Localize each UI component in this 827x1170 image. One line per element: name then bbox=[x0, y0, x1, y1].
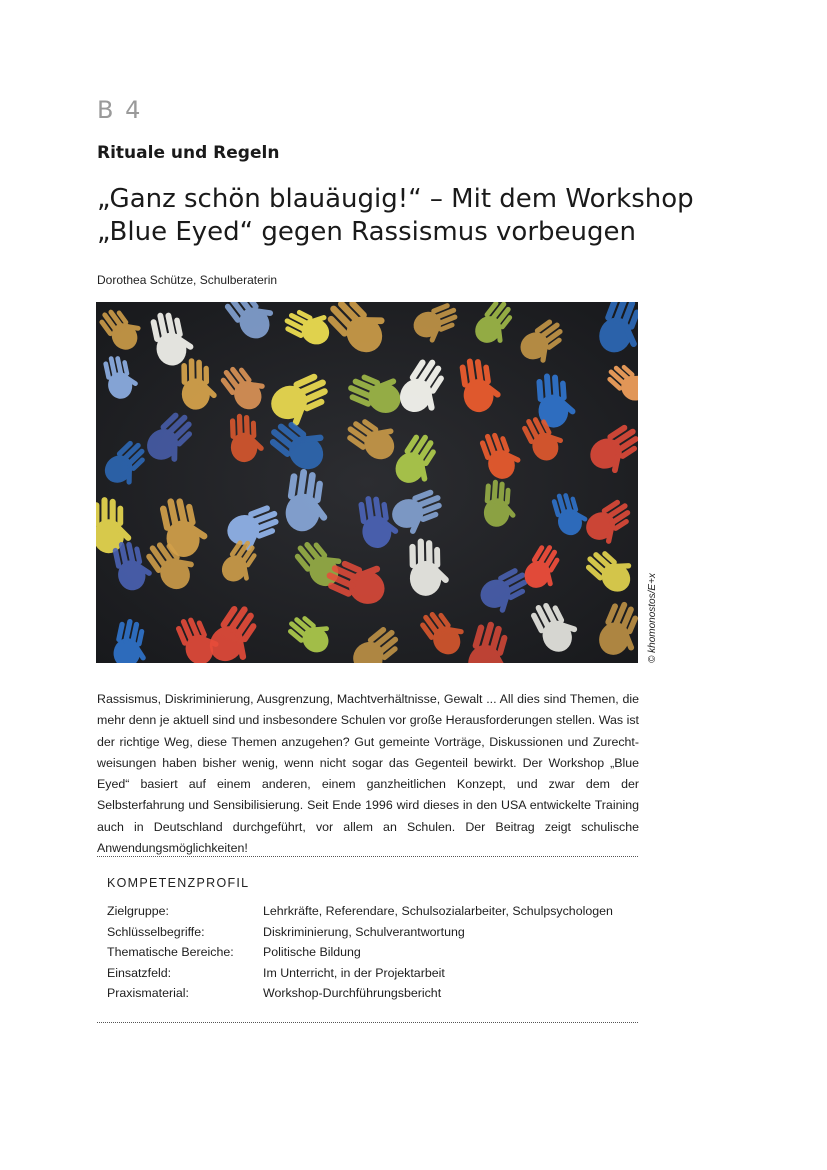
handprints-photo bbox=[96, 302, 638, 663]
article-title-line-2: „Blue Eyed“ gegen Rassismus vorbeugen bbox=[97, 217, 636, 247]
profile-row-value: Workshop-Durchführungsbericht bbox=[263, 986, 442, 1000]
profile-row-label: Thematische Bereiche: bbox=[107, 945, 234, 959]
section-code: B 4 bbox=[97, 96, 143, 124]
profile-row-value: Im Unterricht, in der Projektarbeit bbox=[263, 966, 445, 980]
profile-row-value: Lehrkräfte, Referendare, Schulsozialarbeiter, Schulpsychologen bbox=[263, 904, 613, 918]
photo-credit: © khomonostos/E+x bbox=[647, 573, 658, 663]
article-title-line-1: „Ganz schön blauäugig!“ – Mit dem Workshop bbox=[97, 184, 694, 214]
divider-bottom bbox=[97, 1022, 638, 1023]
profile-heading: KOMPETENZPROFIL bbox=[107, 876, 250, 890]
profile-row-value: Diskriminierung, Schulverantwortung bbox=[263, 925, 465, 939]
profile-row-label: Zielgruppe: bbox=[107, 904, 169, 918]
author-line: Dorothea Schütze, Schulberaterin bbox=[97, 273, 278, 287]
rubric-heading: Rituale und Regeln bbox=[97, 143, 280, 163]
profile-row-value: Politische Bildung bbox=[263, 945, 361, 959]
intro-paragraph: Rassismus, Diskriminierung, Ausgrenzung, Machtverhältnisse, Gewalt ... All dies sind Themen, die mehr denn je aktuell sind und insbesondere Schulen vor große Herausforderungen stellen. Was ist der richtige Weg, diese Themen anzugehen? Gut gemeinte Vorträge, Diskussionen und Zurecht-weisungen haben bisher wenig, wenn nicht sogar das Gegenteil bewirkt. Der Workshop „Blue Eyed“ basiert auf einem anderen, einem ganzheitlichen Konzept, und zwar dem der Selbsterfahrung und Sensibilisierung. Seit Ende 1996 wird dieses in den USA entwickelte Training auch in Deutschland durchgeführt, vor allem an Schulen. Der Beitrag zeigt schulische Anwendungsmöglichkeiten! bbox=[97, 692, 639, 856]
profile-row-label: Schlüsselbegriffe: bbox=[107, 925, 205, 939]
profile-row-label: Einsatzfeld: bbox=[107, 966, 172, 980]
article-title bbox=[97, 183, 694, 249]
profile-row-label: Praxismaterial: bbox=[107, 986, 189, 1000]
divider-top bbox=[97, 856, 638, 857]
